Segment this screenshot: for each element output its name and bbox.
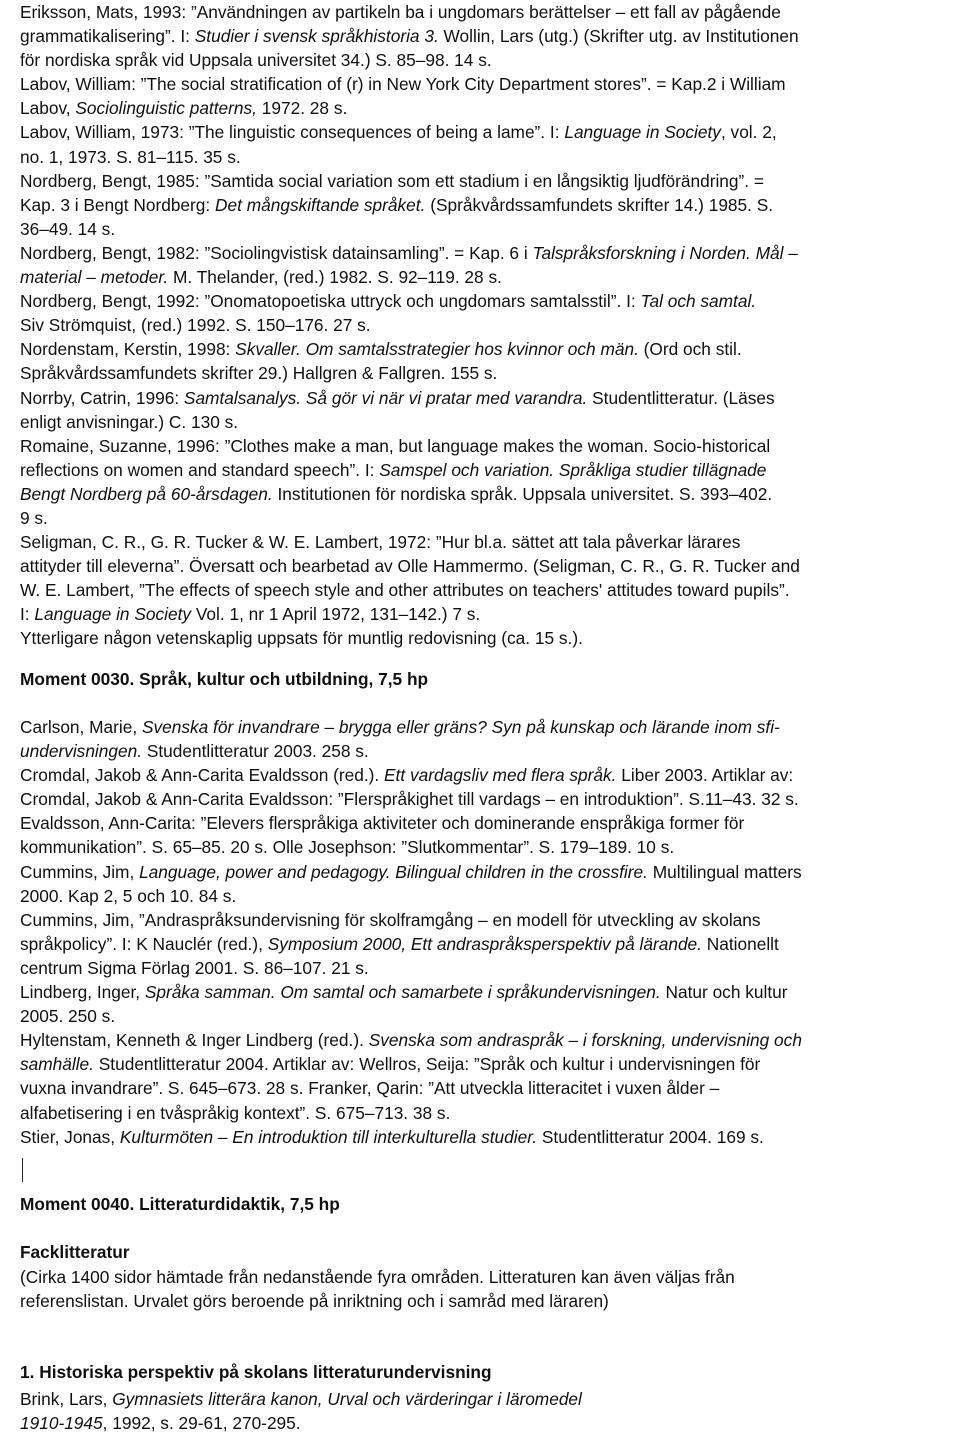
body-text: Nordberg, Bengt, 1982: ”Sociolingvistisk datainsamling”. = Kap. 6 i (20, 242, 533, 263)
text-line (20, 811, 802, 835)
body-text: Institutionen för nordiska språk. Uppsala universitet. S. 393–402. (272, 483, 773, 504)
text-line (20, 626, 800, 650)
text-line (20, 169, 800, 193)
italic-title-text: Tal och samtal. (640, 291, 757, 312)
body-text: Labov, William, 1973: ”The linguistic consequences of being a lame”. I: (20, 122, 565, 143)
body-text: Romaine, Suzanne, 1996: ”Clothes make a man, but language makes the woman. Socio-historical (20, 435, 771, 456)
moment-0040-intro (20, 1265, 735, 1313)
reference-list-section-1 (20, 1387, 582, 1435)
text-line (20, 241, 800, 265)
italic-title-text: Samtalsanalys. Så gör vi när vi pratar med varandra. (183, 387, 588, 408)
text-line (20, 313, 800, 337)
text-line (20, 482, 800, 506)
body-text: grammatikalisering”. I: (20, 26, 195, 47)
text-line (20, 217, 800, 241)
text-line (20, 386, 800, 410)
italic-title-text: Språka samman. Om samtal och samarbete i språkundervisningen. (144, 982, 661, 1003)
body-text: Studentlitteratur 2004. Artiklar av: Wellros, Seija: ”Språk och kultur i undervisningen för (93, 1054, 761, 1075)
italic-title-text: Talspråksforskning i Norden. Mål – (532, 242, 798, 263)
italic-title-text: Gymnasiets litterära kanon, Urval och värderingar i läromedel (112, 1389, 582, 1409)
body-text: 9 s. (20, 507, 48, 528)
italic-title-text: Language in Society (34, 604, 192, 625)
text-line (20, 337, 800, 361)
body-text: Multilingual matters (647, 861, 802, 882)
body-text: (Ord och stil. (638, 339, 742, 360)
text-line (20, 458, 800, 482)
text-line (20, 1052, 802, 1076)
text-line (20, 1265, 735, 1289)
text-line (20, 1387, 582, 1411)
text-line (20, 193, 800, 217)
text-line (20, 434, 800, 458)
italic-title-text: 1910-1945 (20, 1413, 103, 1434)
italic-title-text: Samspel och variation. Språkliga studier tillägnade (379, 459, 767, 480)
body-text: 36–49. 14 s. (20, 218, 116, 239)
text-line (20, 908, 802, 932)
italic-title-text: Kulturmöten – En introduktion till interkulturella studier. (119, 1126, 538, 1147)
section-1-heading: 1. Historiska perspektiv på skolans litteraturundervisning (20, 1362, 492, 1382)
text-line (20, 787, 802, 811)
body-text: Cummins, Jim, (20, 861, 140, 882)
text-cursor-mark (22, 1158, 23, 1182)
italic-title-text: Language in Society (564, 122, 721, 143)
body-text: Carlson, Marie, (20, 717, 142, 737)
text-line (20, 860, 802, 884)
text-line (20, 48, 800, 72)
body-text: M. Thelander, (red.) 1982. S. 92–119. 28 s. (168, 267, 502, 288)
body-text: Vol. 1, nr 1 April 1972, 131–142.) 7 s. (191, 604, 481, 625)
body-text: Språkvårdssamfundets skrifter 29.) Hallgren & Fallgren. 155 s. (20, 363, 498, 384)
body-text: vuxna invandrare”. S. 645–673. 28 s. Franker, Qarin: ”Att utveckla litteracitet i vuxen ålder – (20, 1078, 720, 1099)
body-text: , vol. 2, (720, 122, 777, 143)
text-line (20, 956, 802, 980)
text-line (20, 763, 802, 787)
italic-title-text: undervisningen. (20, 741, 143, 762)
italic-title-text: Svenska för invandrare – brygga eller gräns? Syn på kunskap och lärande inom sfi- (141, 717, 780, 737)
moment-0040-heading: Moment 0040. Litteraturdidaktik, 7,5 hp (20, 1194, 340, 1214)
text-line (20, 835, 802, 859)
body-text: Kap. 3 i Bengt Nordberg: (20, 194, 216, 215)
body-text: Lindberg, Inger, (20, 982, 145, 1003)
text-line (20, 554, 800, 578)
italic-title-text: Skvaller. Om samtalsstrategier hos kvinnor och män. (235, 339, 639, 360)
text-line (20, 1101, 802, 1125)
body-text: Cromdal, Jakob & Ann-Carita Evaldsson: ”Flerspråkighet till vardags – en introduktion”. S.11–43. 32 s. (20, 789, 799, 810)
body-text: I: (20, 604, 35, 625)
body-text: no. 1, 1973. S. 81–115. 35 s. (20, 146, 241, 167)
body-text: Nordberg, Bengt, 1992: ”Onomatopoetiska uttryck och ungdomars samtalsstil”. I: (20, 291, 641, 312)
body-text: Natur och kultur (660, 982, 788, 1003)
text-line (20, 1289, 735, 1313)
text-line (20, 932, 802, 956)
italic-title-text: Svenska som andraspråk – i forskning, undervisning och (368, 1030, 802, 1051)
body-text: enligt anvisningar.) C. 130 s. (20, 411, 239, 432)
facklitteratur-subheading: Facklitteratur (20, 1242, 130, 1262)
text-line (20, 96, 800, 120)
body-text: språkpolicy”. I: K Nauclér (red.), (20, 933, 268, 954)
body-text: (Språkvårdssamfundets skrifter 14.) 1985. S. (425, 194, 774, 215)
text-line (20, 145, 800, 169)
body-text: kommunikation”. S. 65–85. 20 s. Olle Josephson: ”Slutkommentar”. S. 179–189. 10 s. (20, 837, 675, 858)
body-text: Labov, William: ”The social stratification of (r) in New York City Department stores”. = Kap.2 i William (20, 74, 786, 95)
text-line (20, 1076, 802, 1100)
italic-title-text: material – metoder. (20, 267, 169, 288)
text-line (20, 506, 800, 530)
italic-title-text: Bengt Nordberg på 60-årsdagen. (20, 483, 273, 504)
body-text: reflections on women and standard speech”. I: (20, 459, 380, 480)
body-text: Evaldsson, Ann-Carita: ”Elevers flerspråkiga aktiviteter och dominerande enspråkiga former för (20, 813, 745, 834)
text-line (20, 410, 800, 434)
body-text: Siv Strömquist, (red.) 1992. S. 150–176. 27 s. (20, 315, 371, 336)
body-text: Wollin, Lars (utg.) (Skrifter utg. av Institutionen (438, 26, 799, 47)
body-text: Cummins, Jim, ”Andraspråksundervisning för skolframgång – en modell för utveckling av skolans (20, 909, 761, 930)
text-line (20, 739, 802, 763)
body-text: Seligman, C. R., G. R. Tucker & W. E. Lambert, 1972: ”Hur bl.a. sättet att tala påverkar lärares (20, 532, 741, 553)
body-text: Nationellt (701, 933, 779, 954)
body-text: Liber 2003. Artiklar av: (616, 765, 794, 786)
body-text: W. E. Lambert, ”The effects of speech style and other attributes on teachers' attitudes toward pupils”. (20, 580, 790, 601)
text-line (20, 24, 800, 48)
moment-0030-heading: Moment 0030. Språk, kultur och utbildning, 7,5 hp (20, 669, 429, 689)
italic-title-text: Det mångskiftande språket. (215, 194, 426, 215)
text-line (20, 578, 800, 602)
text-line (20, 361, 800, 385)
italic-title-text: Studier i svensk språkhistoria 3. (194, 26, 439, 47)
text-line (20, 980, 802, 1004)
body-text: Hyltenstam, Kenneth & Inger Lindberg (red.). (20, 1030, 369, 1051)
italic-title-text: Ett vardagsliv med flera språk. (384, 765, 617, 786)
italic-title-text: Language, power and pedagogy. Bilingual children in the crossfire. (139, 861, 648, 882)
text-line (20, 884, 802, 908)
body-text: attityder till eleverna”. Översatt och bearbetad av Olle Hammermo. (Seligman, C. R., G. R. Tucker and (20, 556, 800, 577)
text-line (20, 715, 802, 739)
body-text: Studentlitteratur. (Läses (587, 387, 775, 408)
italic-title-text: Symposium 2000, Ett andraspråksperspektiv på lärande. (267, 933, 702, 954)
body-text: 2000. Kap 2, 5 och 10. 84 s. (20, 885, 237, 906)
text-line (20, 265, 800, 289)
body-text: för nordiska språk vid Uppsala universitet 34.) S. 85–98. 14 s. (20, 50, 492, 71)
body-text: Labov, (20, 98, 76, 119)
italic-title-text: samhälle. (20, 1054, 94, 1075)
text-line (20, 1411, 582, 1435)
text-line (20, 289, 800, 313)
reference-list-moment-0030 (20, 715, 802, 1149)
body-text: Brink, Lars, (20, 1389, 113, 1409)
body-text: Norrby, Catrin, 1996: (20, 387, 184, 408)
body-text: Nordenstam, Kerstin, 1998: (20, 339, 236, 360)
reference-list-sociolinguistics (20, 0, 800, 651)
body-text: Eriksson, Mats, 1993: ”Användningen av partikeln ba i ungdomars berättelser – ett fall av pågående (20, 2, 781, 22)
body-text: , 1992, s. 29-61, 270-295. (102, 1413, 301, 1434)
body-text: alfabetisering i en tvåspråkig kontext”. S. 675–713. 38 s. (20, 1102, 451, 1123)
body-text: (Cirka 1400 sidor hämtade från nedanstående fyra områden. Litteraturen kan även väljas från (20, 1267, 735, 1287)
text-line (20, 530, 800, 554)
body-text: Studentlitteratur 2003. 258 s. (142, 741, 369, 762)
body-text: Studentlitteratur 2004. 169 s. (537, 1126, 764, 1147)
italic-title-text: Sociolinguistic patterns, (75, 98, 257, 119)
body-text: Stier, Jonas, (20, 1126, 120, 1147)
text-line (20, 1125, 802, 1149)
body-text: Cromdal, Jakob & Ann-Carita Evaldsson (red.). (20, 765, 385, 786)
text-line (20, 1028, 802, 1052)
body-text: 2005. 250 s. (20, 1006, 116, 1027)
body-text: 1972. 28 s. (256, 98, 348, 119)
body-text: referenslistan. Urvalet görs beroende på inriktning och i samråd med läraren) (20, 1291, 609, 1312)
text-line (20, 1004, 802, 1028)
text-line (20, 72, 800, 96)
body-text: centrum Sigma Förlag 2001. S. 86–107. 21 s. (20, 957, 369, 978)
text-line (20, 120, 800, 144)
body-text: Ytterligare någon vetenskaplig uppsats för muntlig redovisning (ca. 15 s.). (20, 628, 583, 649)
body-text: Nordberg, Bengt, 1985: ”Samtida social variation som ett stadium i en långsiktig ljudförändring”. = (20, 170, 764, 191)
text-line (20, 0, 800, 24)
text-line (20, 602, 800, 626)
